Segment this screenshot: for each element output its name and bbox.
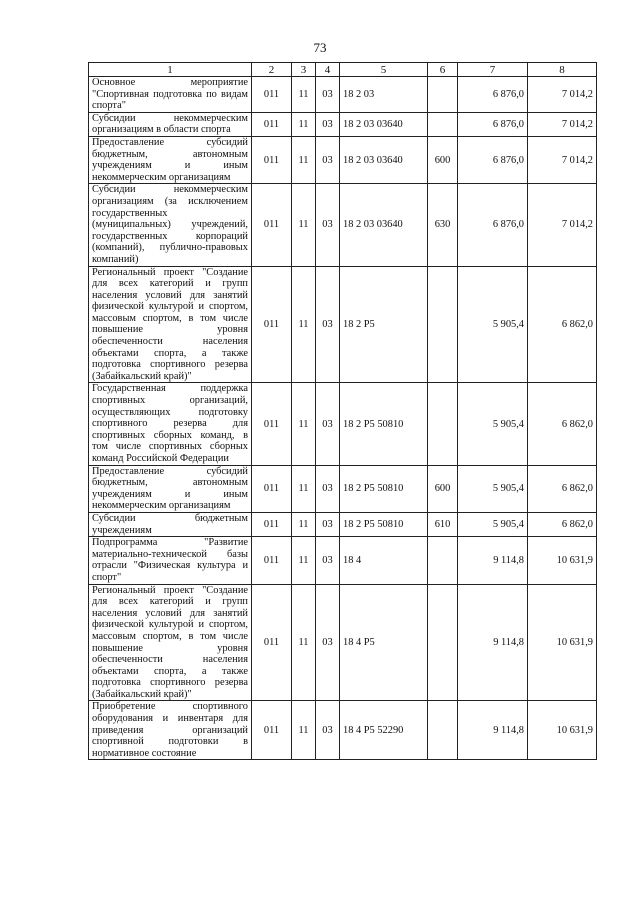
cell-section: 11	[292, 537, 316, 584]
cell-expense-type	[428, 112, 458, 136]
cell-subsection: 03	[316, 383, 340, 465]
cell-amount-2: 7 014,2	[528, 112, 597, 136]
cell-target-code: 18 2 03	[340, 77, 428, 113]
cell-subsection: 03	[316, 584, 340, 701]
cell-ministry: 011	[252, 136, 292, 183]
cell-ministry: 011	[252, 701, 292, 760]
cell-target-code: 18 2 Р5 50810	[340, 383, 428, 465]
cell-amount-2: 10 631,9	[528, 701, 597, 760]
row-name-cell: Предоставление субсидий бюджетным, автономным учреждениям и иным некоммерческим организациям	[89, 465, 252, 512]
cell-amount-1: 6 876,0	[458, 112, 528, 136]
cell-expense-type	[428, 701, 458, 760]
cell-section: 11	[292, 77, 316, 113]
cell-amount-2: 6 862,0	[528, 465, 597, 512]
table-row	[89, 584, 597, 701]
table-row	[89, 77, 597, 113]
cell-expense-type	[428, 266, 458, 383]
cell-expense-type: 600	[428, 136, 458, 183]
cell-amount-2: 7 014,2	[528, 184, 597, 266]
table-row	[89, 266, 597, 383]
cell-amount-2: 6 862,0	[528, 512, 597, 536]
row-name-cell: Основное мероприятие "Спортивная подготовка по видам спорта"	[89, 77, 252, 113]
cell-section: 11	[292, 266, 316, 383]
cell-target-code: 18 2 03 03640	[340, 184, 428, 266]
cell-ministry: 011	[252, 512, 292, 536]
table-row	[89, 537, 597, 584]
cell-section: 11	[292, 512, 316, 536]
table-row	[89, 112, 597, 136]
cell-amount-1: 9 114,8	[458, 701, 528, 760]
cell-expense-type	[428, 584, 458, 701]
cell-target-code: 18 2 Р5 50810	[340, 512, 428, 536]
cell-section: 11	[292, 383, 316, 465]
cell-amount-2: 6 862,0	[528, 266, 597, 383]
row-name-cell: Предоставление субсидий бюджетным, автономным учреждениям и иным некоммерческим организациям	[89, 136, 252, 183]
cell-ministry: 011	[252, 383, 292, 465]
cell-ministry: 011	[252, 184, 292, 266]
cell-subsection: 03	[316, 184, 340, 266]
budget-table	[88, 62, 597, 760]
cell-subsection: 03	[316, 512, 340, 536]
cell-ministry: 011	[252, 112, 292, 136]
row-name-cell: Государственная поддержка спортивных организаций, осуществляющих подготовку спортивного резерва для спортивных сборных команд, в том числе спортивных сборных команд Российской Федерации	[89, 383, 252, 465]
cell-ministry: 011	[252, 584, 292, 701]
column-header: 6	[428, 63, 458, 77]
cell-target-code: 18 4 Р5	[340, 584, 428, 701]
cell-amount-1: 9 114,8	[458, 537, 528, 584]
cell-ministry: 011	[252, 537, 292, 584]
cell-expense-type	[428, 77, 458, 113]
cell-subsection: 03	[316, 136, 340, 183]
cell-amount-1: 6 876,0	[458, 184, 528, 266]
cell-amount-1: 5 905,4	[458, 266, 528, 383]
cell-ministry: 011	[252, 465, 292, 512]
header-row	[89, 63, 597, 77]
column-header: 3	[292, 63, 316, 77]
cell-target-code: 18 4 Р5 52290	[340, 701, 428, 760]
cell-target-code: 18 2 03 03640	[340, 136, 428, 183]
row-name-cell: Субсидии бюджетным учреждениям	[89, 512, 252, 536]
cell-amount-1: 9 114,8	[458, 584, 528, 701]
cell-subsection: 03	[316, 266, 340, 383]
column-header: 5	[340, 63, 428, 77]
column-header: 8	[528, 63, 597, 77]
cell-amount-1: 6 876,0	[458, 136, 528, 183]
cell-section: 11	[292, 184, 316, 266]
row-name-cell: Региональный проект "Создание для всех категорий и групп населения условий для занятий физической культурой и спортом, массовым спортом, в том числе повышение уровня обеспеченности населения объектами спорта, а также подготовка спортивного резерва (Забайкальский край)"	[89, 584, 252, 701]
cell-subsection: 03	[316, 77, 340, 113]
cell-subsection: 03	[316, 537, 340, 584]
table-row	[89, 512, 597, 536]
cell-expense-type: 630	[428, 184, 458, 266]
table-row	[89, 383, 597, 465]
cell-expense-type	[428, 537, 458, 584]
cell-target-code: 18 2 Р5	[340, 266, 428, 383]
row-name-cell: Региональный проект "Создание для всех категорий и групп населения условий для занятий физической культурой и спортом, массовым спортом, в том числе повышение уровня обеспеченности населения объектами спорта, а также подготовка спортивного резерва (Забайкальский край)"	[89, 266, 252, 383]
cell-ministry: 011	[252, 266, 292, 383]
cell-subsection: 03	[316, 112, 340, 136]
row-name-cell: Субсидии некоммерческим организациям (за исключением государственных (муниципальных) учреждений, государственных корпораций (компаний), публично-правовых компаний)	[89, 184, 252, 266]
cell-section: 11	[292, 584, 316, 701]
cell-amount-2: 10 631,9	[528, 584, 597, 701]
cell-ministry: 011	[252, 77, 292, 113]
cell-expense-type: 610	[428, 512, 458, 536]
cell-section: 11	[292, 112, 316, 136]
column-header: 1	[89, 63, 252, 77]
cell-amount-1: 5 905,4	[458, 512, 528, 536]
cell-target-code: 18 2 03 03640	[340, 112, 428, 136]
column-header: 4	[316, 63, 340, 77]
row-name-cell: Приобретение спортивного оборудования и инвентаря для приведения организаций спортивной подготовки в нормативное состояние	[89, 701, 252, 760]
column-header: 2	[252, 63, 292, 77]
table-row	[89, 465, 597, 512]
cell-amount-2: 10 631,9	[528, 537, 597, 584]
column-header: 7	[458, 63, 528, 77]
page-number: 73	[313, 40, 327, 55]
cell-subsection: 03	[316, 701, 340, 760]
cell-amount-2: 6 862,0	[528, 383, 597, 465]
cell-target-code: 18 4	[340, 537, 428, 584]
cell-amount-2: 7 014,2	[528, 136, 597, 183]
cell-section: 11	[292, 465, 316, 512]
cell-section: 11	[292, 136, 316, 183]
cell-amount-2: 7 014,2	[528, 77, 597, 113]
cell-expense-type: 600	[428, 465, 458, 512]
cell-target-code: 18 2 Р5 50810	[340, 465, 428, 512]
cell-amount-1: 5 905,4	[458, 383, 528, 465]
cell-expense-type	[428, 383, 458, 465]
row-name-cell: Субсидии некоммерческим организациям в области спорта	[89, 112, 252, 136]
table-row	[89, 701, 597, 760]
cell-amount-1: 6 876,0	[458, 77, 528, 113]
table-row	[89, 136, 597, 183]
row-name-cell: Подпрограмма "Развитие материально-технической базы отрасли "Физическая культура и спорт"	[89, 537, 252, 584]
cell-section: 11	[292, 701, 316, 760]
table-row	[89, 184, 597, 266]
cell-subsection: 03	[316, 465, 340, 512]
cell-amount-1: 5 905,4	[458, 465, 528, 512]
